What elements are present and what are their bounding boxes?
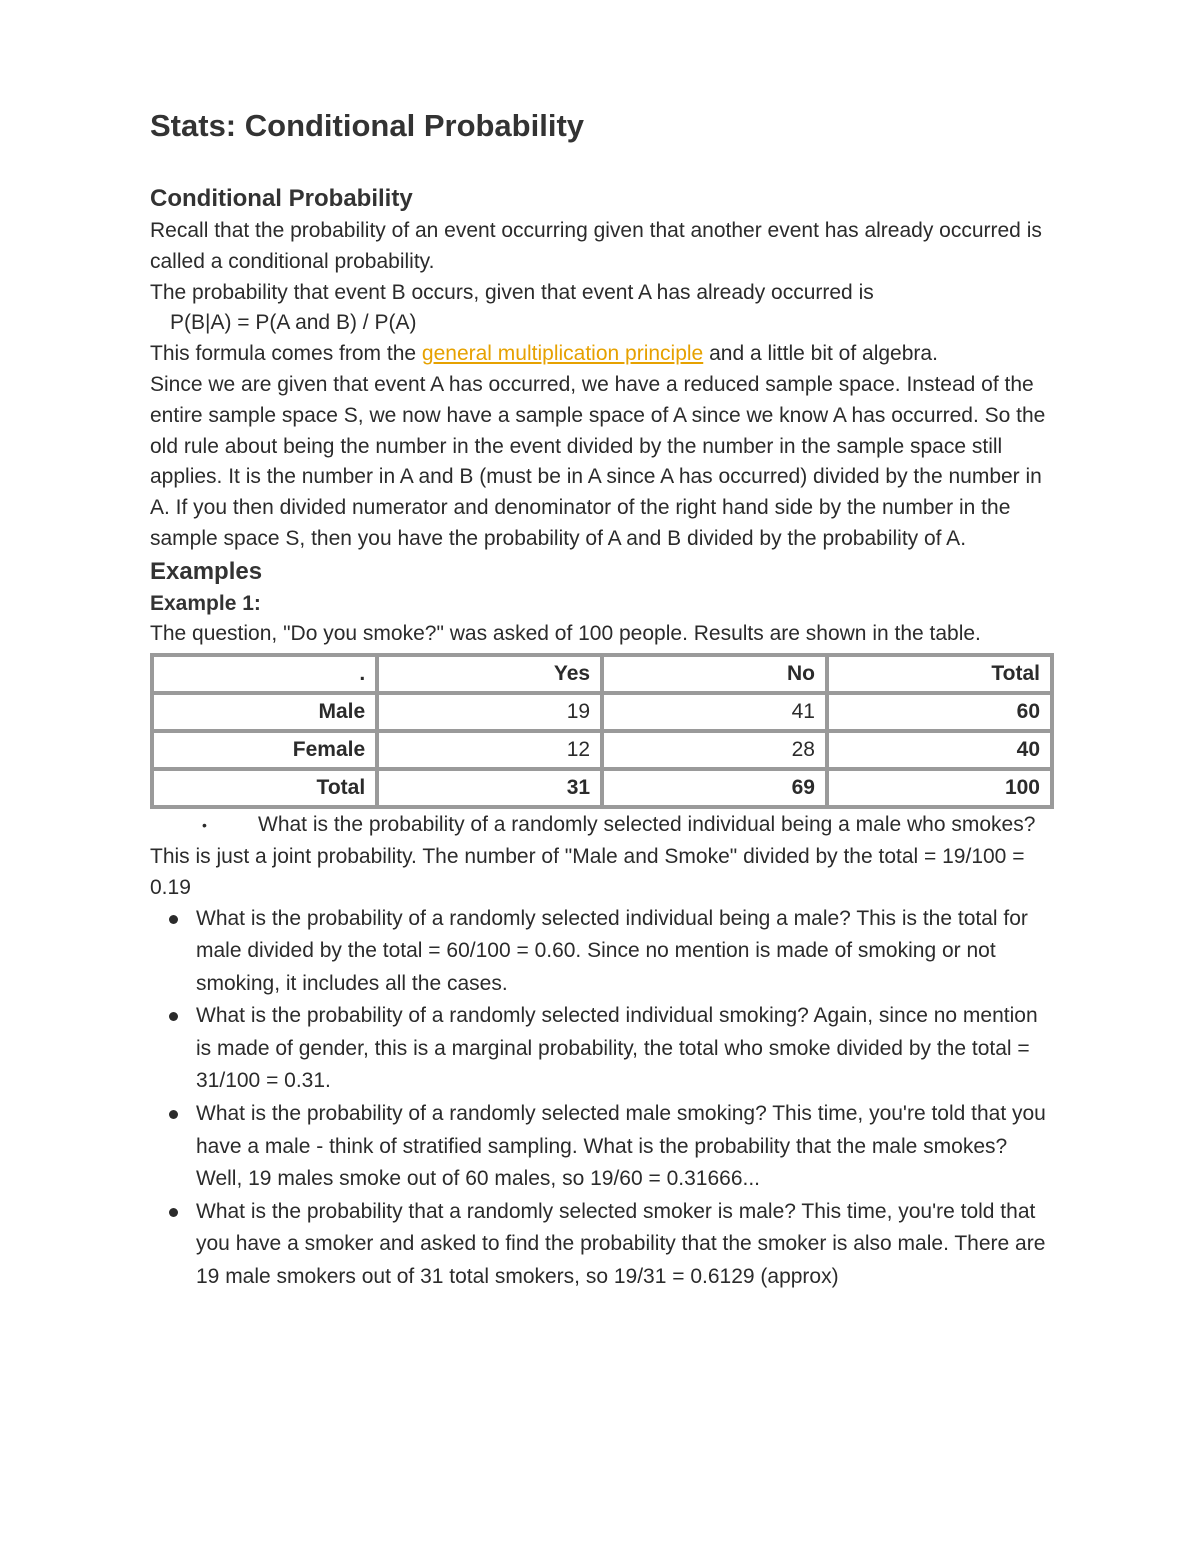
example-1-heading: Example 1: [150, 591, 261, 615]
intro-paragraph-3 [150, 339, 1055, 370]
list-item-text: What is the probability of a randomly selected individual being a male? This is the total for male divided by the total = 60/100 = 0.60. Since no mention is made of smoking or not smoking, it includes all the cases. [196, 906, 1028, 995]
intro-paragraph-3-after: and a little bit of algebra. [703, 342, 938, 366]
page-title: Stats: Conditional Probability [150, 108, 585, 143]
table-row-label: Male [152, 693, 377, 731]
first-question-text: What is the probability of a randomly selected individual being a male who smokes? This is just a joint probability. The number of "Male and Smoke" divided by the total = 19/100 = 0.19 [150, 812, 1036, 899]
table-row-label: Total [152, 769, 377, 807]
list-item-text: What is the probability of a randomly selected individual smoking? Again, since no mention is made of gender, this is a marginal probability, the total who smoke divided by the total = 31/100 = 0.31. [196, 1004, 1038, 1093]
example-1-question: The question, "Do you smoke?" was asked of 100 people. Results are shown in the table. [150, 621, 981, 645]
bullet-icon [169, 1012, 178, 1021]
intro-paragraph-3-before: This formula comes from the [150, 342, 422, 366]
list-item [150, 1196, 1055, 1294]
table-cell: 19 [377, 693, 602, 731]
bullet-icon [169, 915, 178, 924]
intro-paragraph-1: Recall that the probability of an event occurring given that another event has already occurred is called a conditional probability. [150, 219, 1042, 273]
list-item-text: What is the probability of a randomly selected male smoking? This time, you're told that you have a male - think of stratified sampling. What is the probability that the male smokes? Well, 19 males smoke out of 60 males, so 19/60 = 0.31666... [196, 1102, 1046, 1191]
table-cell-total: 69 [602, 769, 827, 807]
question-list [150, 903, 1055, 1294]
table-header-cell: Total [827, 655, 1052, 693]
smoking-table [150, 653, 1054, 809]
table-header-cell: Yes [377, 655, 602, 693]
conditional-formula: P(B|A) = P(A and B) / P(A) [170, 311, 417, 335]
table-row [152, 769, 1052, 807]
table-row [152, 693, 1052, 731]
table-cell-total: 40 [827, 731, 1052, 769]
table-header-cell: . [152, 655, 377, 693]
table-header-row [152, 655, 1052, 693]
bullet-icon [169, 1110, 178, 1119]
examples-heading: Examples [150, 557, 263, 585]
table-cell-total: 60 [827, 693, 1052, 731]
list-item [150, 1000, 1055, 1098]
small-bullet-icon: • [202, 816, 207, 833]
table-cell-total: 100 [827, 769, 1052, 807]
table-cell: 12 [377, 731, 602, 769]
intro-paragraph-4: Since we are given that event A has occurred, we have a reduced sample space. Instead of the entire sample space S, we now have a sample space of A since we know A has occurred. So the old rule about being the number in the event divided by the number in the sample space still applies. It is the number in A and B (must be in A since A has occurred) divided by the number in A. If you then divided numerator and denominator of the right hand side by the number in the sample space S, then you have the probability of A and B divided by the probability of A. [150, 372, 1046, 550]
section-heading: Conditional Probability [150, 185, 413, 212]
bullet-icon [169, 1208, 178, 1217]
first-question-item [150, 809, 1055, 903]
table-header-cell: No [602, 655, 827, 693]
list-item [150, 903, 1055, 1001]
table-row-label: Female [152, 731, 377, 769]
intro-paragraph-2: The probability that event B occurs, given that event A has already occurred is [150, 280, 874, 304]
document-content [150, 104, 1055, 1294]
table-cell-total: 31 [377, 769, 602, 807]
table-row [152, 731, 1052, 769]
list-item-text: What is the probability that a randomly selected smoker is male? This time, you're told that you have a smoker and asked to find the probability that the smoker is also male. There are 19 male smokers out of 31 total smokers, so 19/31 = 0.6129 (approx) [196, 1199, 1046, 1289]
table-cell: 28 [602, 731, 827, 769]
list-item [150, 1098, 1055, 1196]
table-cell: 41 [602, 693, 827, 731]
general-multiplication-principle-link[interactable]: general multiplication principle [421, 342, 704, 366]
